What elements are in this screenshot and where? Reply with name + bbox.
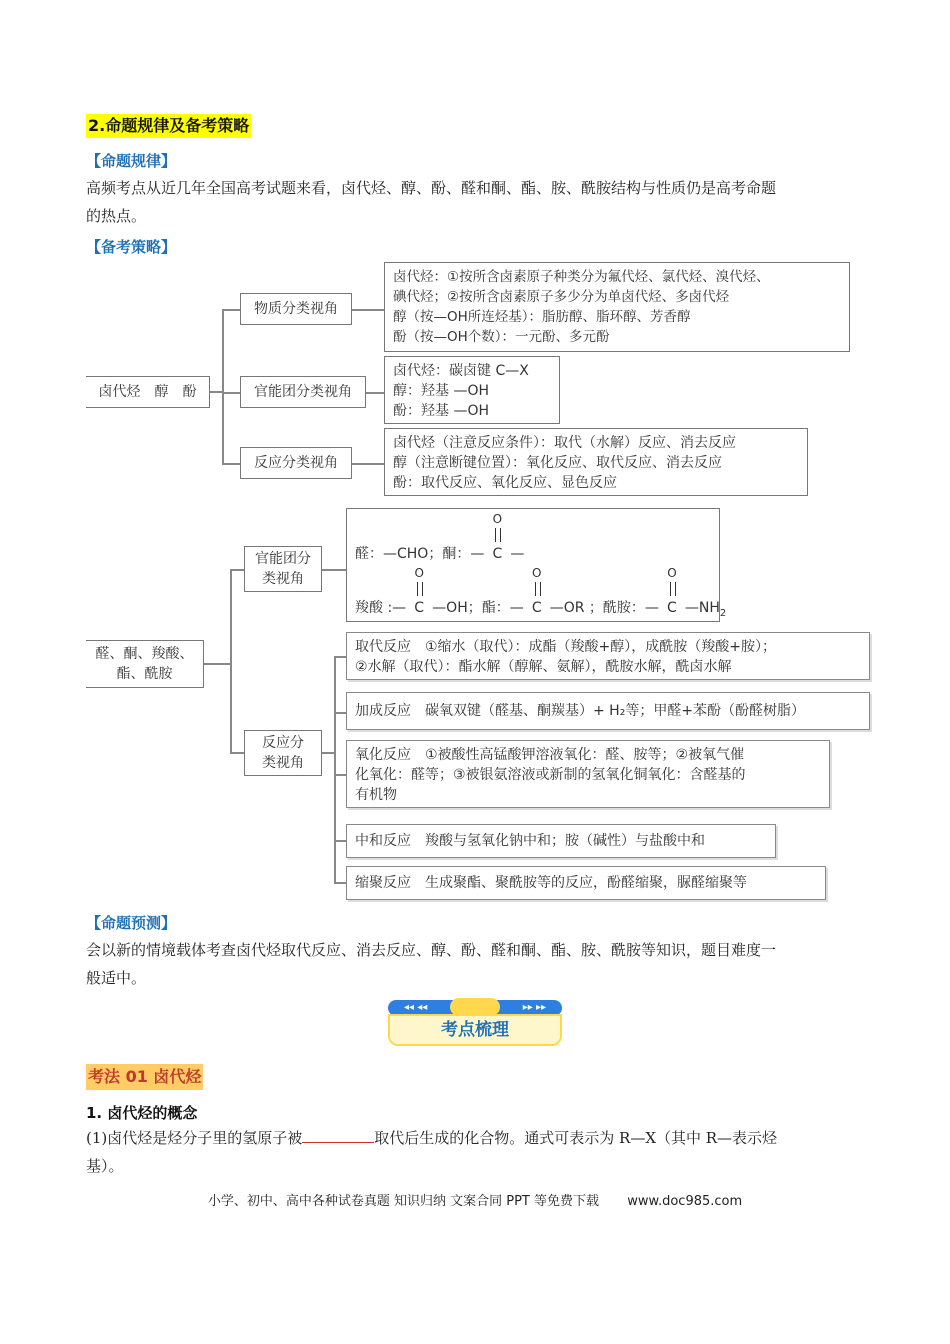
prediction-text-line-2: 般适中。: [86, 969, 147, 987]
double-bond: [495, 528, 501, 542]
connector: [222, 309, 224, 464]
map1-material-detail: [384, 262, 850, 352]
map2-functional-group-detail: [346, 508, 727, 622]
section-title: 2.命题规律及备考策略: [86, 114, 251, 138]
double-bond: [417, 582, 423, 596]
carbonyl-group: [484, 512, 510, 562]
map1-reaction-detail: [384, 428, 808, 496]
reaction-line: 中和反应 羧酸与氢氧化钠中和；胺（碱性）与盐酸中和: [355, 833, 705, 849]
reaction-line: 加成反应 碳氧双键（醛基、酮羰基）+ H₂等；甲醛+苯酚（酚醛树脂）: [355, 703, 806, 719]
branch-line: 官能团分: [255, 551, 311, 567]
banner-label: 考点梳理: [388, 1014, 562, 1046]
detail-line: 酚：取代反应、氧化反应、显色反应: [393, 475, 617, 491]
connector: [334, 882, 346, 884]
reaction-box-addition: [346, 692, 870, 730]
rule-heading: 【命题规律】: [86, 152, 177, 170]
double-bond: [670, 582, 676, 596]
aldehyde-ketone-line: [355, 512, 525, 563]
carbon-atom: C: [414, 600, 425, 616]
reaction-line: 有机物: [355, 787, 397, 803]
oxygen-atom: O: [414, 566, 424, 580]
arrow-right-icon: ▸▸ ▸▸: [522, 1002, 546, 1013]
connector: [210, 391, 222, 393]
oxygen-atom: O: [667, 566, 677, 580]
map2-branch-functional-group: [244, 546, 322, 592]
carbonyl-group: [524, 566, 550, 616]
detail-line: 卤代烃（注意反应条件）：取代（水解）反应、消去反应: [393, 435, 736, 451]
strategy-heading: 【备考策略】: [86, 238, 177, 256]
connector: [204, 663, 230, 665]
ketone-tail: —: [510, 546, 525, 562]
map1-functional-group-detail: [384, 356, 560, 424]
map2-branch-reaction: [244, 730, 322, 776]
ester-tail: —OR ；酰胺：—: [549, 600, 659, 616]
branch-line: 类视角: [262, 755, 304, 771]
aldehyde-text: 醛：—CHO；酮：—: [355, 546, 485, 562]
connector: [334, 656, 346, 658]
branch-line: 类视角: [262, 571, 304, 587]
acid-label: 羧酸 :—: [355, 600, 407, 616]
amide-subscript: 2: [719, 607, 727, 619]
double-bond: [535, 582, 541, 596]
connector: [230, 569, 244, 571]
map1-branch-functional-group: 官能团分类视角: [240, 376, 366, 408]
root-line: 醛、酮、羧酸、: [95, 646, 194, 662]
detail-line: 醇：羟基 —OH: [393, 383, 489, 399]
connector: [334, 656, 336, 882]
reaction-box-oxidation: [346, 740, 830, 808]
acid-tail: —OH；酯：—: [432, 600, 524, 616]
reaction-box-substitution: [346, 632, 870, 680]
connector: [366, 392, 384, 394]
connector: [334, 712, 346, 714]
question-text: 取代后生成的化合物。通式可表示为 R—X（其中 R—表示烃: [374, 1129, 778, 1147]
connector: [222, 463, 240, 465]
detail-line: 醇（注意断键位置）：氧化反应、取代反应、消去反应: [393, 455, 722, 471]
prediction-heading: 【命题预测】: [86, 914, 177, 932]
carbon-atom: C: [667, 600, 677, 616]
branch-line: 反应分: [262, 735, 304, 751]
reaction-line: 取代反应 ①缩水（取代）：成酯（羧酸+醇），成酰胺（羧酸+胺）；: [355, 639, 777, 655]
carbonyl-group: [406, 566, 432, 616]
connector: [230, 752, 244, 754]
rule-text-line-1: 高频考点从近几年全国高考试题来看，卤代烃、醇、酚、醛和酮、酯、胺、酰胺结构与性质仍是高考命题: [86, 179, 777, 197]
amide-tail: —NH: [684, 600, 720, 616]
kaodian-banner: [388, 1000, 562, 1046]
connector: [352, 309, 384, 311]
footer-url[interactable]: www.doc985.com: [627, 1194, 743, 1209]
carbonyl-group: [659, 566, 685, 616]
map1-root: 卤代烃 醇 酚: [86, 376, 210, 408]
connector: [322, 569, 346, 571]
map2-root: [86, 640, 204, 688]
map1-branch-material: 物质分类视角: [240, 293, 352, 325]
reaction-box-neutralization: [346, 824, 776, 858]
arrow-left-icon: ◂◂ ◂◂: [404, 1002, 428, 1013]
acid-ester-amide-line: [355, 566, 727, 619]
footer-text: 小学、初中、高中各种试卷真题 知识归纳 文案合同 PPT 等免费下载: [207, 1194, 599, 1209]
connector: [334, 840, 346, 842]
root-line: 酯、酰胺: [116, 666, 173, 682]
kaofa-question-line-1: [86, 1124, 777, 1153]
connector: [334, 774, 346, 776]
connector: [322, 752, 334, 754]
connector: [230, 569, 232, 753]
reaction-box-condensation: [346, 866, 826, 900]
map1-branch-reaction: 反应分类视角: [240, 447, 352, 479]
kaofa-question-line-2: 基）。: [86, 1157, 124, 1175]
oxygen-atom: O: [492, 512, 503, 526]
detail-line: 碘代烃；②按所含卤素原子多少分为单卤代烃、多卤代烃: [393, 289, 730, 305]
question-text: (1)卤代烃是烃分子里的氢原子被: [86, 1129, 303, 1147]
carbon-atom: C: [531, 600, 542, 616]
kaofa-title: 考法 01 卤代烃: [86, 1064, 203, 1090]
reaction-line: 缩聚反应 生成聚酯、聚酰胺等的反应，酚醛缩聚，脲醛缩聚等: [355, 875, 747, 891]
detail-line: 卤代烃：碳卤键 C—X: [393, 363, 529, 379]
fill-blank[interactable]: [302, 1126, 374, 1143]
detail-line: 醇（按—OH所连烃基）：脂肪醇、脂环醇、芳香醇: [393, 309, 691, 325]
oxygen-atom: O: [531, 566, 542, 580]
connector: [352, 463, 384, 465]
rule-text-line-2: 的热点。: [86, 207, 147, 225]
detail-line: 酚（按—OH个数）：一元酚、多元酚: [393, 329, 610, 345]
carbon-atom: C: [492, 546, 503, 562]
detail-line: 酚：羟基 —OH: [393, 403, 489, 419]
detail-line: 卤代烃：①按所含卤素原子种类分为氟代烃、氯代烃、溴代烃、: [393, 269, 770, 285]
reaction-line: ②水解（取代）：酯水解（醇解、氨解），酰胺水解，酰卤水解: [355, 659, 732, 675]
reaction-line: 氧化反应 ①被酸性高锰酸钾溶液氧化：醛、胺等；②被氧气催: [355, 747, 745, 763]
footer: [0, 1190, 950, 1209]
connector: [222, 309, 240, 311]
prediction-text-line-1: 会以新的情境载体考查卤代烃取代反应、消去反应、醇、酚、醛和酮、酯、胺、酰胺等知识，题目难度一: [86, 941, 777, 959]
connector: [222, 392, 240, 394]
reaction-line: 化氧化：醛等；③被银氨溶液或新制的氢氧化铜氧化：含醛基的: [355, 767, 746, 783]
kaofa-subtitle: 1. 卤代烃的概念: [86, 1104, 198, 1122]
